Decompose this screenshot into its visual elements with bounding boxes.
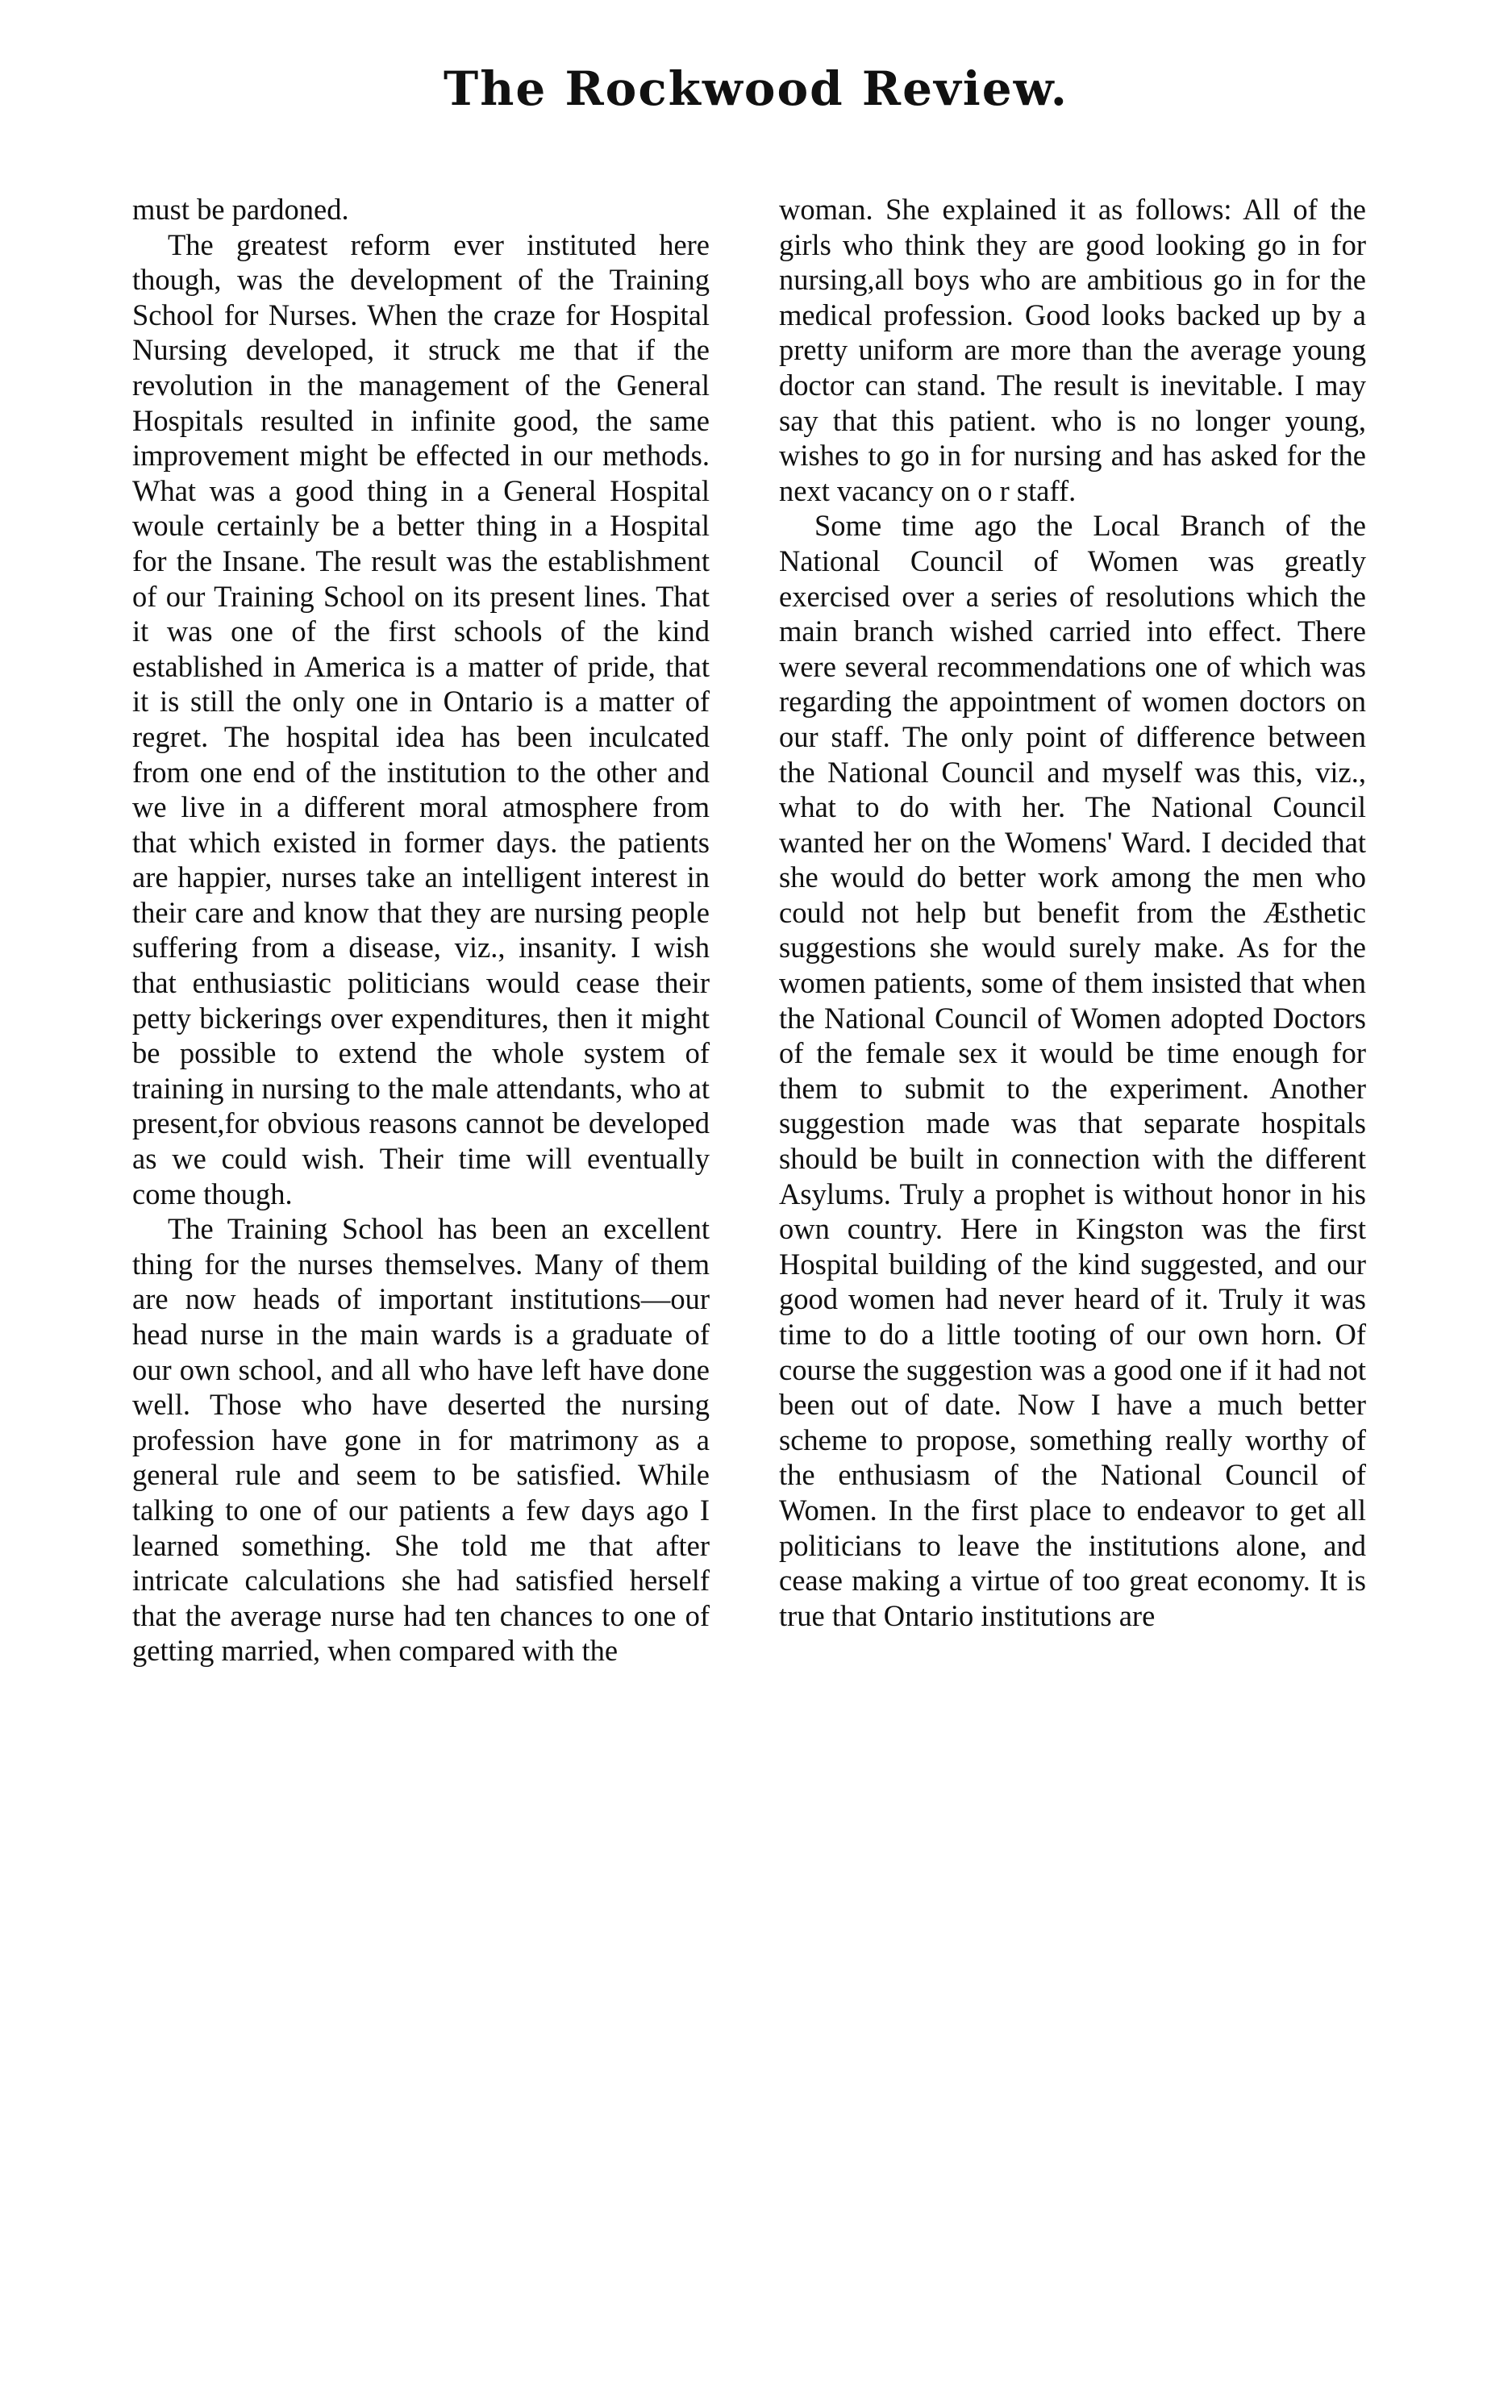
right-column	[779, 192, 1366, 1633]
paragraph-national-council: Some time ago the Local Branch of the National Council of Women was greatly exercised over a series of resolutions which the main branch wished carried into effect. There were several recommendations one of which was regarding the appointment of women doctors on our staff. The only point of difference between the National Council and myself was this, viz., what to do with her. The National Council wanted her on the Womens' Ward. I decided that she would do better work among the men who could not help but benefit from the Æsthetic suggestions she would surely make. As for the women patients, some of them insisted that when the National Council of Women adopted Doctors of the female sex it would be time enough for them to submit to the experiment. Another suggestion made was that separate hospitals should be built in connection with the different Asylums. Truly a prophet is without honor in his own country. Here in Kingston was the first Hospital building of the kind suggested, and our good women had never heard of it. Truly it was time to do a little tooting of our own horn. Of course the suggestion was a good one if it had not been out of date. Now I have a much better scheme to propose, something really worthy of the enthusiasm of the National Council of Women. In the first place to endeavor to get all politicians to leave the institutions alone, and cease making a virtue of too great economy. It is true that Ontario institutions are	[779, 509, 1366, 1632]
paragraph-training-school: The greatest reform ever instituted here though, was the development of the Training School for Nurses. When the craze for Hospital Nursing developed, it struck me that if the revolution in the management of the General Hospitals resulted in infinite good, the same improvement might be effected in our methods. What was a good thing in a General Hospital woule certainly be a better thing in a Hospital for the Insane. The result was the establishment of our Training School on its present lines. That it was one of the first schools of the kind established in America is a matter of pride, that it is still the only one in Ontario is a matter of regret. The hospital idea has been inculcated from one end of the institution to the other and we live in a different moral atmosphere from that which existed in former days. the patients are happier, nurses take an intelligent interest in their care and know that they are nursing people suffering from a disease, viz., insanity. I wish that enthusiastic politicians would cease their petty bickerings over expenditures, then it might be possible to extend the whole system of training in nursing to the male attendants, who at present,for obvious reasons cannot be developed as we could wish. Their time will eventually come though.	[132, 227, 710, 1210]
paragraph-continuation: must be pardoned.	[132, 193, 349, 226]
paragraph-nurses: The Training School has been an excellent thing for the nurses themselves. Many of them are now heads of important institutions—our head nurse in the main wards is a graduate of our own school, and all who have left have done well. Those who have deserted the nursing profession have gone in for matrimony as a general rule and seem to be satisfied. While talking to one of our patients a few days ago I learned something. She told me that after intricate calculations she had satisfied herself that the average nurse had ten chances to one of getting married, when compared with the	[132, 1212, 710, 1668]
page-masthead-title: The Rockwood Review.	[444, 61, 1068, 116]
left-column	[132, 192, 710, 1669]
paragraph-continuation: woman. She explained it as follows: All of the girls who think they are good looking go in for nursing,all boys who are ambitious go in for the medical profession. Good looks backed up by a pretty uniform are more than the average young doctor can stand. The result is inevitable. I may say that this patient. who is no longer young, wishes to go in for nursing and has asked for the next vacancy on o r staff.	[779, 193, 1366, 507]
